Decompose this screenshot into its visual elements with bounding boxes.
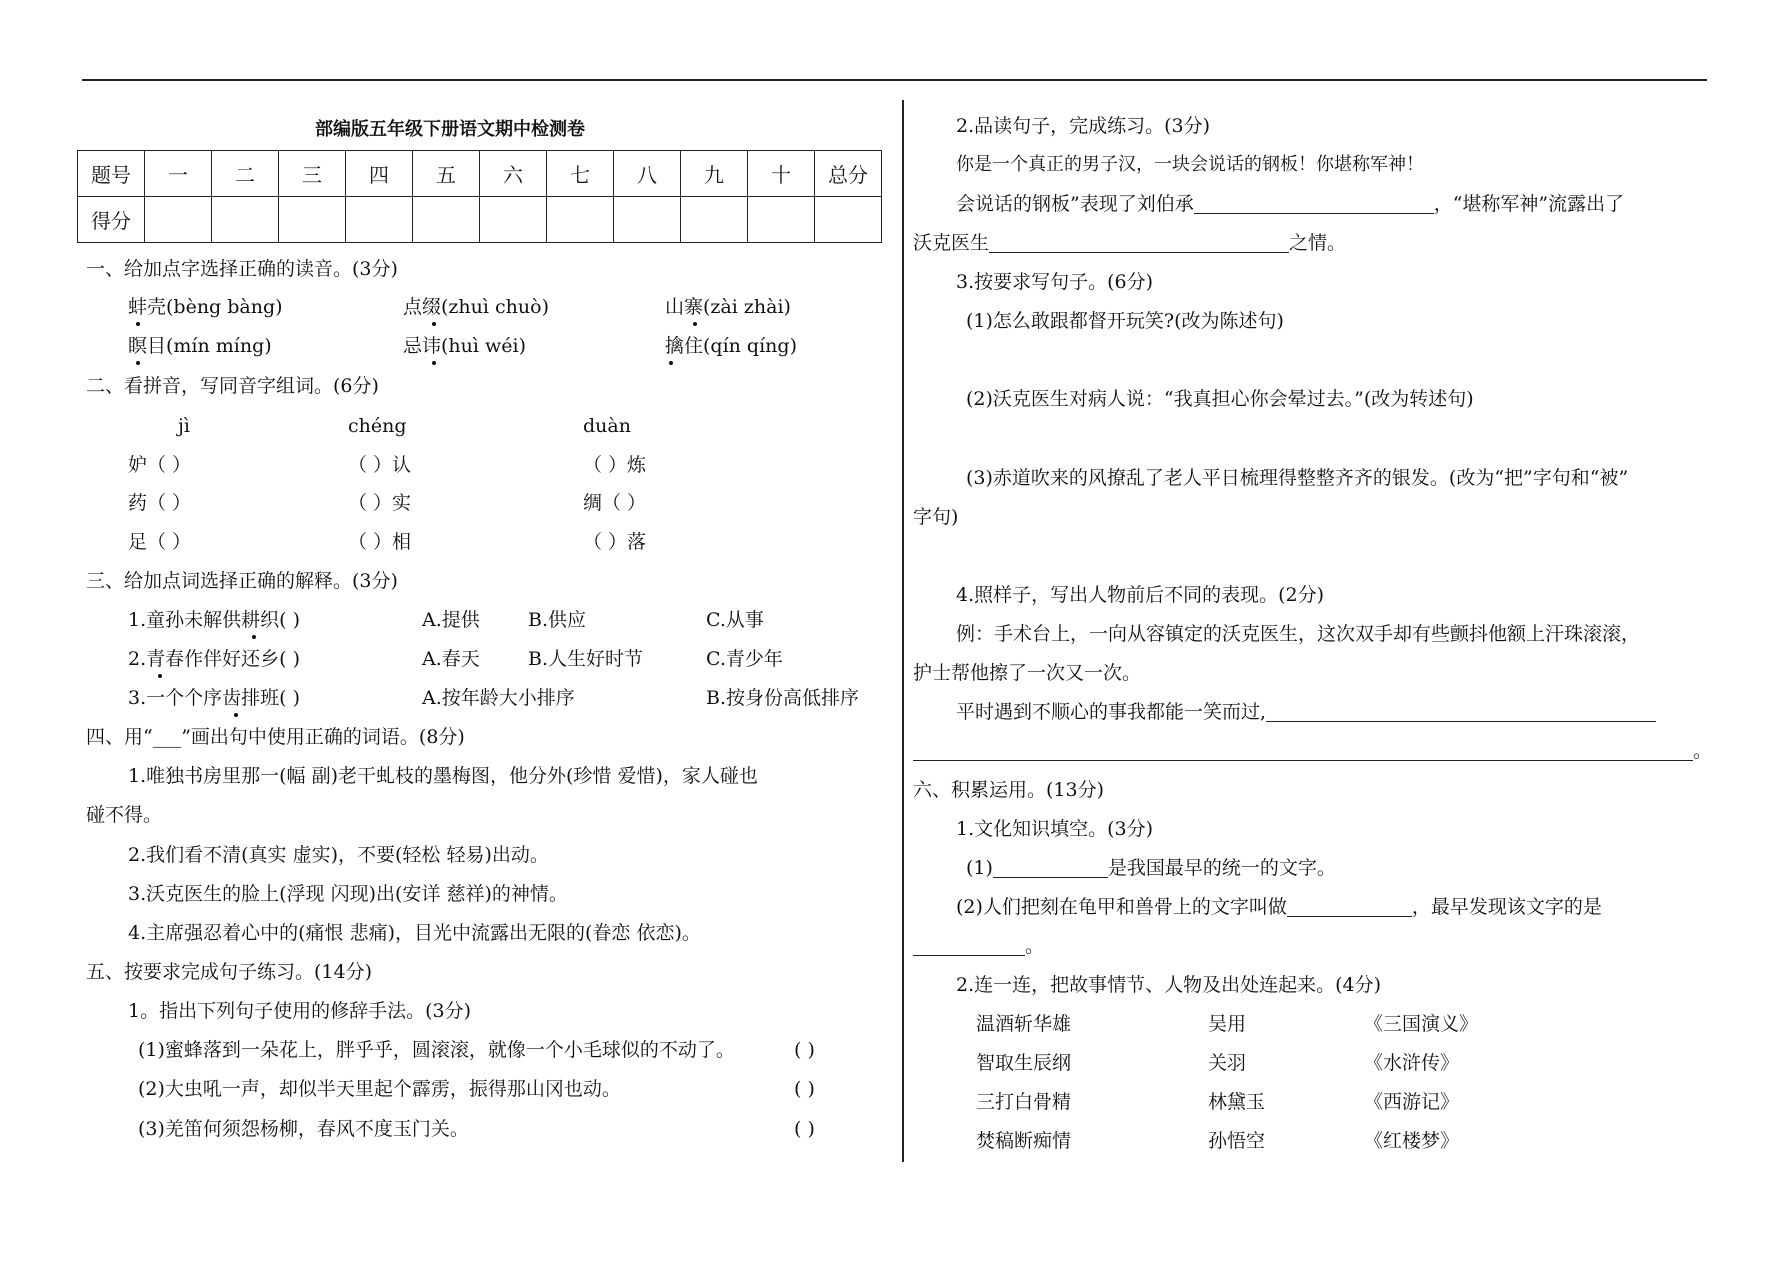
rhetoric-sentence: (1)蜜蜂落到一朵花上，胖乎乎，圆滚滚，就像一个小毛球似的不动了。 — [138, 1039, 735, 1061]
word-choice-line: 碰不得。 — [86, 804, 163, 826]
emphasis-dot — [136, 361, 140, 365]
emphasis-dot — [136, 322, 140, 326]
pinyin-label: duàn — [583, 415, 631, 437]
pinyin-choice: 蚌壳(bèng bàng) — [128, 296, 283, 318]
definition-option[interactable]: C.从事 — [706, 609, 764, 631]
pinyin-choice: 擒住(qín qíng) — [665, 335, 797, 357]
definition-option[interactable]: A.提供 — [422, 609, 480, 631]
definition-option[interactable]: B.人生好时节 — [528, 648, 644, 670]
score-cell[interactable] — [681, 197, 748, 243]
homophone-blank[interactable]: （ ）认 — [348, 454, 412, 476]
definition-question: 1.童孙未解供耕织( ) — [128, 609, 300, 631]
subquestion-title: 1。指出下列句子使用的修辞手法。(3分) — [128, 1000, 472, 1022]
fill-line-1 — [956, 195, 1624, 214]
answer-paren[interactable]: ( ) — [794, 1039, 815, 1061]
fill-text: 会说话的钢板”表现了刘伯承 — [956, 193, 1194, 215]
example-text: 护士帮他擦了一次又一次。 — [913, 662, 1142, 684]
section-1-title: 一、给加点字选择正确的读音。(3分) — [86, 258, 398, 280]
homophone-blank[interactable]: （ ）落 — [583, 531, 647, 553]
match-person[interactable]: 孙悟空 — [1208, 1130, 1266, 1152]
rhetoric-sentence: (3)羌笛何须怨杨柳，春风不度玉门关。 — [138, 1118, 469, 1140]
match-event[interactable]: 智取生辰纲 — [976, 1052, 1072, 1074]
score-cell[interactable] — [279, 197, 346, 243]
fill-text: 之情。 — [1289, 232, 1347, 254]
rewrite-prompt: (3)赤道吹来的风撩乱了老人平日梳理得整整齐齐的银发。(改为“把”字句和“被” — [966, 467, 1629, 489]
pinyin-choice: 忌讳(huì wéi) — [403, 335, 526, 357]
answer-blank[interactable] — [1287, 898, 1412, 917]
answer-blank[interactable] — [1266, 703, 1656, 722]
subquestion-title: 1.文化知识填空。(3分) — [956, 818, 1154, 840]
emphasis-dot — [669, 361, 673, 365]
score-header-cell: 一 — [145, 151, 212, 197]
homophone-blank[interactable]: （ ）相 — [348, 531, 412, 553]
definition-question: 2.青春作伴好还乡( ) — [128, 648, 300, 670]
quote-sentence: 你是一个真正的男子汉，一块会说话的钢板！你堪称军神！ — [956, 154, 1424, 175]
pinyin-choice: 点缀(zhuì chuò) — [403, 296, 549, 318]
score-cell[interactable] — [614, 197, 681, 243]
emphasis-dot — [432, 322, 436, 326]
match-book[interactable]: 《三国演义》 — [1364, 1013, 1479, 1035]
pinyin-label: chéng — [348, 415, 407, 437]
definition-option[interactable]: A.按年龄大小排序 — [422, 687, 575, 709]
section-6-title: 六、积累运用。(13分) — [913, 779, 1105, 801]
score-header-cell: 九 — [681, 151, 748, 197]
score-cell[interactable] — [212, 197, 279, 243]
score-header-cell: 十 — [748, 151, 815, 197]
imitation-line-2 — [913, 742, 1712, 761]
homophone-blank[interactable]: 药（ ） — [128, 492, 192, 514]
score-header-cell: 二 — [212, 151, 279, 197]
answer-blank[interactable] — [913, 742, 1693, 761]
fill-text: (2)人们把刻在龟甲和兽骨上的文字叫做 — [956, 896, 1287, 918]
score-cell[interactable] — [815, 197, 882, 243]
answer-blank[interactable] — [913, 937, 1025, 956]
rewrite-prompt: (2)沃克医生对病人说：“我真担心你会晕过去。”(改为转述句) — [966, 388, 1474, 410]
homophone-blank[interactable]: 足（ ） — [128, 531, 192, 553]
match-book[interactable]: 《红楼梦》 — [1364, 1130, 1460, 1152]
section-4-title: 四、用“___”画出句中使用正确的词语。(8分) — [86, 726, 465, 748]
score-header-cell: 八 — [614, 151, 681, 197]
section-2-title: 二、看拼音，写同音字组词。(6分) — [86, 375, 379, 397]
rhetoric-sentence: (2)大虫吼一声，却似半天里起个霹雳，振得那山冈也动。 — [138, 1078, 621, 1100]
answer-blank[interactable] — [1194, 195, 1434, 214]
answer-blank[interactable] — [989, 234, 1289, 253]
match-person[interactable]: 关羽 — [1208, 1052, 1247, 1074]
question-title: 2.品读句子，完成练习。(3分) — [956, 115, 1211, 137]
score-cell[interactable] — [346, 197, 413, 243]
emphasis-dot — [432, 361, 436, 365]
culture-fill-2 — [956, 898, 1602, 917]
homophone-blank[interactable]: （ ）炼 — [583, 454, 647, 476]
match-book[interactable]: 《西游记》 — [1364, 1091, 1460, 1113]
score-header-cell: 三 — [279, 151, 346, 197]
definition-option[interactable]: A.春天 — [422, 648, 480, 670]
fill-text: ，“堪称军神”流露出了 — [1433, 193, 1625, 215]
match-event[interactable]: 三打白骨精 — [976, 1091, 1072, 1113]
example-text: 例：手术台上，一向从容镇定的沃克医生，这次双手却有些颤抖他额上汗珠滚滚， — [956, 623, 1641, 645]
match-event[interactable]: 焚稿断痴情 — [976, 1130, 1072, 1152]
score-table-header-row — [78, 151, 882, 197]
score-header-cell: 题号 — [78, 151, 145, 197]
fill-text: 平时遇到不顺心的事我都能一笑而过, — [956, 701, 1267, 723]
answer-paren[interactable]: ( ) — [794, 1078, 815, 1100]
question-title: 4.照样子，写出人物前后不同的表现。(2分) — [956, 584, 1325, 606]
fill-line-2 — [913, 234, 1346, 253]
definition-question: 3.一个个序齿排班( ) — [128, 687, 300, 709]
answer-blank[interactable] — [993, 859, 1108, 878]
page-title: 部编版五年级下册语文期中检测卷 — [315, 119, 585, 140]
word-choice-line: 2.我们看不清(真实 虚实)，不要(轻松 轻易)出动。 — [128, 844, 549, 866]
score-cell[interactable] — [480, 197, 547, 243]
score-table-score-row — [78, 197, 882, 243]
match-event[interactable]: 温酒斩华雄 — [976, 1013, 1072, 1035]
match-person[interactable]: 吴用 — [1208, 1013, 1247, 1035]
score-header-cell: 五 — [413, 151, 480, 197]
score-header-cell: 四 — [346, 151, 413, 197]
definition-option[interactable]: C.青少年 — [706, 648, 783, 670]
top-rule — [82, 79, 1707, 81]
score-row-label: 得分 — [78, 197, 145, 243]
score-cell[interactable] — [547, 197, 614, 243]
fill-text: (1) — [966, 857, 993, 879]
emphasis-dot — [693, 322, 697, 326]
fill-text: 。 — [1025, 935, 1045, 957]
score-cell[interactable] — [413, 197, 480, 243]
pinyin-choice: 山寨(zài zhài) — [665, 296, 791, 318]
column-divider — [902, 100, 904, 1162]
question-title: 3.按要求写句子。(6分) — [956, 271, 1154, 293]
rewrite-prompt: (1)怎么敢跟都督开玩笑?(改为陈述句) — [966, 310, 1284, 332]
word-choice-line: 3.沃克医生的脸上(浮现 闪现)出(安详 慈祥)的神情。 — [128, 883, 568, 905]
score-table — [77, 150, 882, 243]
fill-text: 。 — [1693, 740, 1713, 762]
answer-paren[interactable]: ( ) — [794, 1118, 815, 1140]
homophone-blank[interactable]: （ ）实 — [348, 492, 412, 514]
fill-text: 是我国最早的统一的文字。 — [1107, 857, 1336, 879]
definition-option[interactable]: B.供应 — [528, 609, 587, 631]
emphasis-dot — [252, 635, 256, 639]
score-header-cell: 六 — [480, 151, 547, 197]
emphasis-dot — [234, 713, 238, 717]
section-3-title: 三、给加点词选择正确的解释。(3分) — [86, 570, 398, 592]
score-cell[interactable] — [748, 197, 815, 243]
rewrite-prompt: 字句) — [913, 506, 959, 528]
homophone-blank[interactable]: 绸（ ） — [583, 492, 647, 514]
subquestion-title: 2.连一连，把故事情节、人物及出处连起来。(4分) — [956, 974, 1382, 996]
culture-fill-3 — [913, 937, 1044, 956]
fill-text: ，最早发现该文字的是 — [1411, 896, 1602, 918]
match-person[interactable]: 林黛玉 — [1208, 1091, 1266, 1113]
score-header-cell: 七 — [547, 151, 614, 197]
culture-fill-1 — [966, 859, 1336, 878]
definition-option[interactable]: B.按身份高低排序 — [706, 687, 860, 709]
score-cell[interactable] — [145, 197, 212, 243]
match-book[interactable]: 《水浒传》 — [1364, 1052, 1460, 1074]
imitation-line — [956, 703, 1656, 722]
word-choice-line: 1.唯独书房里那一(幅 副)老干虬枝的墨梅图，他分外(珍惜 爱惜)，家人碰也 — [128, 765, 758, 787]
pinyin-choice: 瞑目(mín míng) — [128, 335, 272, 357]
homophone-blank[interactable]: 妒（ ） — [128, 454, 192, 476]
emphasis-dot — [158, 674, 162, 678]
pinyin-label: jì — [178, 415, 190, 437]
section-5-title: 五、按要求完成句子练习。(14分) — [86, 961, 373, 983]
score-header-cell: 总分 — [815, 151, 882, 197]
word-choice-line: 4.主席强忍着心中的(痛恨 悲痛)，目光中流露出无限的(眷恋 依恋)。 — [128, 922, 701, 944]
fill-text: 沃克医生 — [913, 232, 990, 254]
